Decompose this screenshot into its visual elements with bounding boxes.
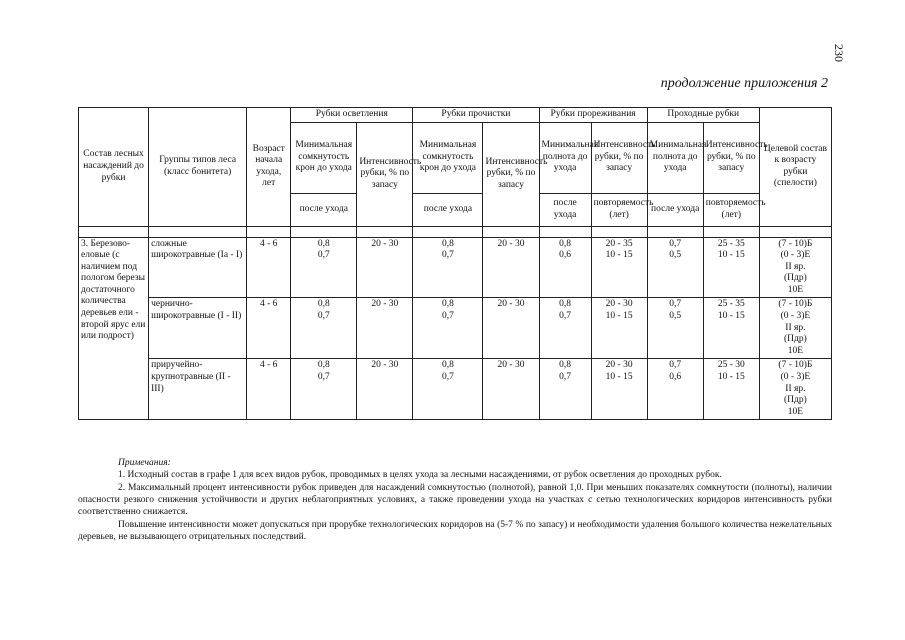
ph-after-value: 0,5 (669, 250, 682, 261)
spacer-row (79, 226, 832, 237)
proch-min-value: 0,8 (441, 360, 454, 371)
ph-after-value: 0,6 (669, 371, 682, 382)
proch-min-value: 0,8 (441, 238, 454, 249)
ph-intensity-value: 25 - 35 (717, 299, 745, 310)
note-2: 2. Максимальный процент интенсивности рубок приведен для насаждений сомкнутостью (полнотой), равной 1,0. При меньших показателях сомкнутости (полноты), наличии опасности резкого снижения устойчивости и других неблагоприятных условиях, а также проведении ухода на участках с сетью технологических коридоров интенсивность рубки соответственно снижается. (78, 482, 832, 518)
osv-after-value: 0,7 (317, 371, 330, 382)
header-prohodnye: Проходные рубки (647, 108, 759, 123)
target-line: (7 - 10)Б (778, 299, 813, 310)
osv-after-value: 0,7 (317, 311, 330, 322)
proch-after-value: 0,7 (441, 250, 454, 261)
header-proch-min: Минимальная сомкнутость крон до ухода (413, 122, 483, 193)
pd-int-rep (591, 359, 647, 420)
forest-group: приручейно-крупнотравные (II - III) (149, 359, 247, 420)
osv-intensity-value: 20 - 30 (357, 298, 413, 359)
target-line: (0 - 3)Е (780, 371, 811, 382)
ph-values (647, 359, 703, 420)
proch-intensity-value: 20 - 30 (483, 237, 539, 298)
header-osv-intensity: Интенсивность рубки, % по запасу (357, 122, 413, 226)
ph-intensity-value: 25 - 35 (717, 238, 745, 249)
table-row (79, 237, 832, 298)
target-line: (0 - 3)Е (780, 250, 811, 261)
header-target-composition: Целевой состав к возрасту рубки (спелости) (759, 108, 831, 227)
target-cell (759, 359, 831, 420)
target-line: (7 - 10)Б (778, 238, 813, 249)
target-line: 10Е (787, 284, 804, 295)
proch-values (413, 237, 483, 298)
target-line: (Пдр) (784, 395, 807, 406)
target-line: (Пдр) (784, 334, 807, 345)
pd-int-rep (591, 298, 647, 359)
ph-min-value: 0,7 (669, 238, 682, 249)
proch-intensity-value: 20 - 30 (483, 359, 539, 420)
ph-repeat-value: 10 - 15 (717, 311, 745, 322)
target-line: II яр. (785, 383, 806, 394)
header-pd-intensity: Интенсивность рубки, % по запасу (591, 122, 647, 193)
start-age: 4 - 6 (247, 359, 291, 420)
header-osv-min: Минимальная сомкнутость крон до ухода (291, 122, 357, 193)
header-pd-repeat: повторяемость (лет) (591, 193, 647, 226)
header-prochistka: Рубки прочистки (413, 108, 539, 123)
pd-values (539, 298, 591, 359)
header-osv-after: после ухода (291, 193, 357, 226)
ph-int-rep (703, 237, 759, 298)
header-ph-repeat: повторяемость (лет) (703, 193, 759, 226)
forest-group: сложные широкотравные (Iа - I) (149, 237, 247, 298)
forest-group: чернично-широкотравные (I - II) (149, 298, 247, 359)
composition-cell: 3. Березово-еловые (с наличием под пологом березы достаточного количества деревьев ели - второй ярус ели или подрост) (79, 237, 149, 420)
pd-min-value: 0,8 (559, 238, 571, 249)
start-age: 4 - 6 (247, 237, 291, 298)
osv-intensity-value: 20 - 30 (357, 359, 413, 420)
proch-after-value: 0,7 (441, 311, 454, 322)
ph-int-rep (703, 298, 759, 359)
target-line: (Пдр) (784, 273, 807, 284)
header-ph-after: после ухода (647, 193, 703, 226)
notes-title: Примечания: (118, 458, 171, 468)
header-prorezhivanie: Рубки прореживания (539, 108, 647, 123)
pd-values (539, 359, 591, 420)
ph-int-rep (703, 359, 759, 420)
proch-values (413, 359, 483, 420)
osv-min-value: 0,8 (317, 238, 330, 249)
ph-values (647, 237, 703, 298)
page-number: 230 (832, 44, 846, 62)
osv-values (291, 298, 357, 359)
proch-intensity-value: 20 - 30 (483, 298, 539, 359)
proch-min-value: 0,8 (441, 299, 454, 310)
note-3: Повышение интенсивности может допускаться при прорубке технологических коридоров на (5-7 % по запасу) и необходимости удаления большого количества нежелательных деревьев, не вызывающего отрицательных последствий. (78, 519, 832, 543)
osv-values (291, 359, 357, 420)
pd-after-value: 0,7 (559, 311, 571, 322)
header-start-age: Возраст начала ухода, лет (247, 108, 291, 227)
pd-min-value: 0,8 (559, 360, 571, 371)
notes-section (78, 457, 832, 543)
ph-values (647, 298, 703, 359)
target-line: (7 - 10)Б (778, 360, 813, 371)
table-row (79, 298, 832, 359)
pd-min-value: 0,8 (559, 299, 571, 310)
pd-repeat-value: 10 - 15 (605, 371, 633, 382)
pd-intensity-value: 20 - 30 (605, 360, 633, 371)
header-proch-after: после ухода (413, 193, 483, 226)
header-pd-min: Минимальная полнота до ухода (539, 122, 591, 193)
ph-repeat-value: 10 - 15 (717, 371, 745, 382)
osv-intensity-value: 20 - 30 (357, 237, 413, 298)
pd-values (539, 237, 591, 298)
pd-after-value: 0,6 (559, 250, 571, 261)
proch-values (413, 298, 483, 359)
header-proch-intensity: Интенсивность рубки, % по запасу (483, 122, 539, 226)
pd-intensity-value: 20 - 35 (605, 238, 633, 249)
start-age: 4 - 6 (247, 298, 291, 359)
proch-after-value: 0,7 (441, 371, 454, 382)
header-composition: Состав лесных насаждений до рубки (79, 108, 149, 227)
osv-min-value: 0,8 (317, 299, 330, 310)
ph-intensity-value: 25 - 30 (717, 360, 745, 371)
header-pd-after: после ухода (539, 193, 591, 226)
header-ph-intensity: Интенсивность рубки, % по запасу (703, 122, 759, 193)
header-row-1 (79, 108, 832, 123)
recommendations-table (78, 107, 832, 420)
pd-after-value: 0,7 (559, 371, 571, 382)
header-forest-groups: Группы типов леса (класс бонитета) (149, 108, 247, 227)
osv-values (291, 237, 357, 298)
note-1: 1. Исходный состав в графе 1 для всех видов рубок, проводимых в целях ухода за лесными насаждениями, от рубок осветления до проходных рубок. (118, 470, 722, 481)
ph-min-value: 0,7 (669, 360, 682, 371)
target-line: 10Е (787, 345, 804, 356)
target-cell (759, 237, 831, 298)
osv-min-value: 0,8 (317, 360, 330, 371)
header-ph-min: Минимальная полнота до ухода (647, 122, 703, 193)
ph-after-value: 0,5 (669, 311, 682, 322)
target-line: 10Е (787, 406, 804, 417)
pd-repeat-value: 10 - 15 (605, 250, 633, 261)
target-line: II яр. (785, 322, 806, 333)
table-row (79, 359, 832, 420)
osv-after-value: 0,7 (317, 250, 330, 261)
target-line: II яр. (785, 261, 806, 272)
target-cell (759, 298, 831, 359)
ph-repeat-value: 10 - 15 (717, 250, 745, 261)
target-line: (0 - 3)Е (780, 311, 811, 322)
pd-repeat-value: 10 - 15 (605, 311, 633, 322)
ph-min-value: 0,7 (669, 299, 682, 310)
pd-int-rep (591, 237, 647, 298)
pd-intensity-value: 20 - 30 (605, 299, 633, 310)
continuation-title: продолжение приложения 2 (660, 76, 828, 91)
header-osvetlenie: Рубки осветления (291, 108, 413, 123)
